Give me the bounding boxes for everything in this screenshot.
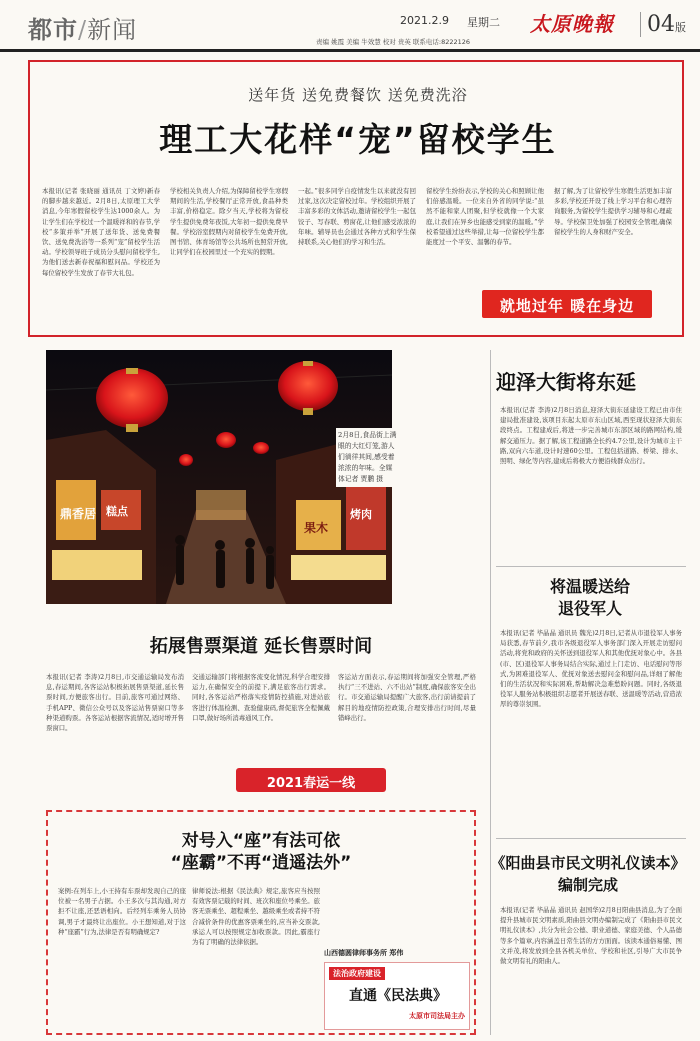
veteran-headline: 将温暖送给 退役军人 bbox=[549, 577, 630, 618]
feature-column-4: 留校学生纷纷表示,学校的关心和照顾让他们倍感温暖。一位来自外省的同学说:“虽然不能和家人团聚,但学校就像一个大家庭,让我们在异乡也能感受到家的温暖。”学校希望通过这些举措,让每一位留校学生都能度过一个平安、温馨的春节。 bbox=[426, 187, 544, 247]
shop-sign-3: 果木 bbox=[304, 521, 329, 535]
issue-weekday: 星期二 bbox=[467, 16, 500, 29]
banner-tag: 法治政府建设 bbox=[329, 967, 385, 980]
shop-sign-2: 糕点 bbox=[106, 505, 128, 518]
photo-caption: 2月8日,食品街上满眼的大红灯笼,游人们徜徉其间,感受着浓浓的年味。全媒体记者 贾鹏 摄 bbox=[336, 428, 400, 487]
law-column-box bbox=[46, 810, 476, 1035]
column-divider bbox=[490, 350, 491, 1035]
road-headline: 迎泽大街将东延 bbox=[496, 370, 636, 394]
feature-kicker: 送年货 送免费餐饮 送免费洗浴 bbox=[248, 86, 468, 104]
feature-column-3: 一起。”很多同学自疫情发生以来就没有回过家,这次决定留校过年。学校组织开展了丰富多彩的文体活动,邀请留校学生一起包饺子、写春联、剪窗花,让他们感受浓浓的年味。辅导员也会通过各种方式和学生保持联系,关心他们的学习和生活。 bbox=[298, 187, 416, 247]
banner-title: 直通《民法典》 bbox=[349, 988, 447, 1004]
article-divider bbox=[496, 566, 686, 567]
etiquette-article-body: 本报讯(记者 毕晶晶 通讯员 赵国华)2月8日阳曲县消息,为了全面提升县城市民文明素质,阳曲县文明办编制完成了《阳曲县市民文明礼仪读本》,共分为社会公德、职业道德、家庭美德、个人品德等多个篇章,内容涵盖日常生活的方方面面。该读本通俗易懂、图文并茂,将发放到全县各机关单位、学校和社区,引导广大市民争做文明有礼的阳曲人。 bbox=[500, 906, 682, 966]
shop-sign-1: 鼎香居 bbox=[60, 507, 97, 521]
ticket-column-3: 客运站方面表示,春运期间将加强安全管理,严格执行“三不进站、六不出站”制度,确保旅客安全出行。市交通运输局提醒广大旅客,出行前请提前了解目的地疫情防控政策,合理安排出行时间,尽量错峰出行。 bbox=[338, 673, 476, 722]
feature-column-5: 据了解,为了让留校学生寒假生活更加丰富多彩,学校还开设了线上学习平台和心理咨询服务,为留校学生提供学习辅导和心理疏导。学校保卫处加强了校园安全管理,确保留校学生的人身和财产安全。 bbox=[554, 187, 672, 236]
etiquette-headline: 《阳曲县市民文明礼仪读本》 编制完成 bbox=[490, 854, 686, 894]
feature-badge: 就地过年 暖在身边 bbox=[482, 290, 652, 318]
law-column-1: 案例:在列车上,小王持有车票却发现自己的座位被一名男子占据。小王多次与其沟通,对方拒不让座,还恶语相向。后经列车乘务人员协调,男子才最终让出座位。小王想知道,对于这种“座霸”行为,法律是否有明确规定? bbox=[58, 887, 186, 936]
issue-date: 2021.2.9 bbox=[400, 14, 449, 27]
editor-credits: 责编 姚霞 美编 牛效慧 校对 贵英 联系电话:8222126 bbox=[316, 38, 471, 46]
banner-host: 太原市司法局主办 bbox=[409, 1012, 465, 1020]
road-article-body: 本报讯(记者 李涛)2月8日消息,迎泽大街东延建设工程已由市住建局批准建设,该项目东起太原市东山区域,西至现状迎泽大街东段终点。工程建成后,将进一步完善城市东部区域的路网结构,缓解交通压力。据了解,该工程道路全长约4.7公里,设计为城市主干路,双向六车道,设计时速60公里。工程包括道路、桥梁、排水、照明、绿化等内容,建成后将极大方便沿线群众出行。 bbox=[500, 406, 682, 466]
section-name: 都市/新闻 bbox=[28, 15, 138, 44]
ticket-headline: 拓展售票渠道 延长售票时间 bbox=[149, 636, 373, 657]
feature-headline: 理工大花样“宠”留校学生 bbox=[159, 120, 557, 159]
veteran-article-body: 本报讯(记者 毕晶晶 通讯员 魏光)2月8日,记者从市退役军人事务局获悉,春节前夕,我市各级退役军人事务部门深入开展走访慰问活动,将党和政府的关怀送到退役军人和其他优抚对象心中。各县(市、区)退役军人事务局结合实际,通过上门走访、电话慰问等形式,为困难退役军人、优抚对象送去慰问金和慰问品,详细了解他们的生活状况和实际困难,帮助解决急难愁盼问题。同时,各级退役军人服务站积极组织志愿者开展送春联、送温暖等活动,营造浓厚的尊崇氛围。 bbox=[500, 629, 682, 709]
page-number: 04版 bbox=[640, 12, 686, 37]
feature-article-box bbox=[28, 60, 684, 337]
article-divider bbox=[496, 838, 686, 839]
ticket-column-1: 本报讯(记者 李涛)2月8日,市交通运输局发布消息,春运期间,各客运站积极拓展售票渠道,延长售票时间,方便旅客出行。目前,旅客可通过网络、手机APP、微信公众号以及客运站售票窗口等多种渠道购票。各客运站根据客流情况,适时增开售票窗口。 bbox=[46, 673, 184, 733]
masthead bbox=[0, 0, 700, 52]
feature-column-2: 学校相关负责人介绍,为保障留校学生寒假期间的生活,学校餐厅正常开放,食品种类丰富,价格稳定。除夕当天,学校将为留校学生提供免费年夜饭,大年初一提供免费早餐。学校浴室假期内对留校学生免费开放,图书馆、体育场馆等公共场所也照常开放,让同学们在校园里过一个充实的假期。 bbox=[170, 187, 288, 257]
ticket-column-2: 交通运输部门将根据客流变化情况,科学合理安排运力,在确保安全的前提下,满足旅客出行需求。同时,各客运站严格落实疫情防控措施,对进站旅客进行体温检测、查验健康码,督促旅客全程佩戴口罩,做好场所消毒通风工作。 bbox=[192, 673, 330, 722]
newspaper-logo: 太原晚報 bbox=[530, 12, 614, 36]
law-headline: 对号入“座”有法可依 “座霸”不再“逍遥法外” bbox=[170, 831, 352, 873]
law-column-2: 律师说法:根据《民法典》规定,旅客应当按照有效客票记载的时间、班次和座位号乘坐。旅客无票乘坐、超程乘坐、越级乘坐或者持不符合减价条件的优惠客票乘坐的,应当补交票款,承运人可以按照规定加收票款。因此,霸座行为有了明确的法律依据。 bbox=[192, 887, 320, 947]
feature-column-1: 本报讯(记者 张晓丽 通讯员 丁文婷)新春的脚步越来越近。2月8日,太原理工大学消息,今年寒假留校学生达1000余人。为让学生们在学校过一个温暖祥和的春节,学校“多策并举”开展了送年货、送免费餐饮、送免费洗浴等一系列“宠”留校学生活动。学校领导班子成员分头慰问留校学生,为他们送去新春祝福和慰问品。学校还为每位留校学生发放了春节大礼包。 bbox=[42, 187, 160, 277]
civil-code-banner bbox=[324, 962, 470, 1030]
spring-travel-badge: 2021春运一线 bbox=[236, 768, 386, 792]
law-author: 山西德圆律师事务所 郑伟 bbox=[324, 949, 404, 957]
shop-sign-4: 烤肉 bbox=[350, 508, 372, 521]
